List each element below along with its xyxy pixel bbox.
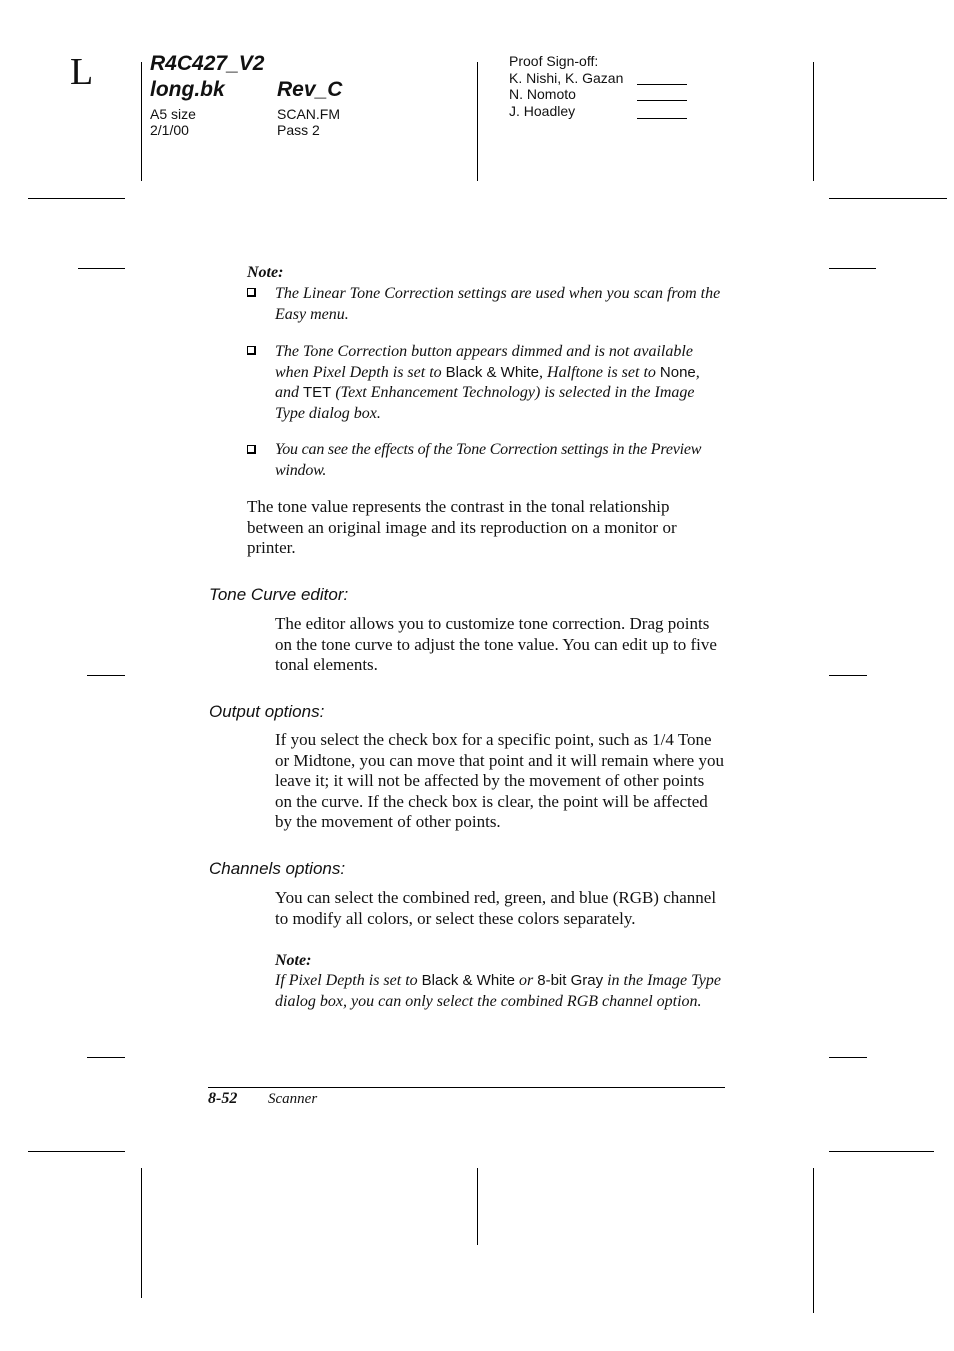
crop-mark-v-top-right bbox=[813, 62, 814, 181]
file-name: SCAN.FM bbox=[277, 106, 340, 122]
doc-date: 2/1/00 bbox=[150, 122, 189, 138]
crop-mark-h-bottom-left bbox=[28, 1151, 125, 1152]
crop-mark-v-top-left bbox=[141, 62, 142, 181]
crop-mark-v-bottom-right bbox=[813, 1168, 814, 1313]
book-name: long.bk bbox=[150, 78, 225, 101]
ui-term: Black & White bbox=[445, 363, 540, 381]
margin-mark-right-3 bbox=[829, 1057, 867, 1058]
margin-mark-right-1 bbox=[829, 268, 876, 269]
section-heading: Tone Curve editor: bbox=[209, 585, 349, 604]
checkbox-bullet-icon bbox=[247, 288, 256, 297]
margin-mark-left-2 bbox=[87, 675, 125, 676]
signoff-heading: Proof Sign-off: bbox=[509, 53, 599, 69]
paper-size: A5 size bbox=[150, 106, 196, 122]
signoff-name: N. Nomoto bbox=[509, 86, 576, 102]
note-label: Note: bbox=[247, 264, 284, 281]
checkbox-bullet-icon bbox=[247, 346, 256, 355]
signoff-blank bbox=[637, 118, 687, 119]
note-text: If Pixel Depth is set to Black & White or 8-bit Gray in the Image Type dialog box, you can only select the combined RGB channel option. bbox=[275, 972, 721, 1010]
margin-mark-left-3 bbox=[87, 1057, 125, 1058]
ui-term: 8-bit Gray bbox=[537, 972, 604, 989]
note-label: Note: bbox=[275, 952, 312, 969]
section-body: If you select the check box for a specific point, such as 1/4 Tone or Midtone, you can move that point and it will remain where you leave it; it will not be affected by the movement of other points on the curve. If the check box is clear, the point will be affected by the movement of other points. bbox=[275, 730, 724, 831]
crop-mark-h-bottom-right bbox=[829, 1151, 934, 1152]
crop-mark-h-top-left bbox=[28, 198, 125, 199]
margin-mark-right-2 bbox=[829, 675, 867, 676]
section-body: The editor allows you to customize tone correction. Drag points on the tone curve to adjust the tone value. You can edit up to five tonal elements. bbox=[275, 614, 717, 674]
crop-mark-v-bottom-left bbox=[141, 1168, 142, 1298]
checkbox-bullet-icon bbox=[247, 445, 256, 454]
footer-chapter-title: Scanner bbox=[268, 1091, 318, 1107]
ui-term: Black & White bbox=[421, 972, 516, 989]
signoff-blank bbox=[637, 100, 687, 101]
doc-code: R4C427_V2 bbox=[150, 52, 265, 75]
corner-letter: L bbox=[70, 51, 94, 93]
pass-number: Pass 2 bbox=[277, 122, 320, 138]
signoff-name: J. Hoadley bbox=[509, 103, 576, 119]
intro-paragraph: The tone value represents the contrast in the tonal relationship between an original image and its reproduction on a monitor or printer. bbox=[247, 497, 677, 557]
page-number: 8-52 bbox=[208, 1090, 238, 1107]
signoff-name: K. Nishi, K. Gazan bbox=[509, 70, 624, 86]
footer-rule bbox=[208, 1087, 725, 1088]
margin-mark-left-1 bbox=[78, 268, 125, 269]
crop-mark-v-top-mid bbox=[477, 62, 478, 181]
ui-term: TET bbox=[303, 384, 332, 401]
ui-term: None bbox=[659, 363, 696, 381]
note-item: The Tone Correction button appears dimmed and is not available when Pixel Depth is set to Black & White, Halftone is set to None, and TET (Text Enhancement Technology) is selected in the Image Type dialog box. bbox=[275, 343, 700, 422]
crop-mark-h-top-right bbox=[829, 198, 947, 199]
note-item: The Linear Tone Correction settings are used when you scan from the Easy menu. bbox=[275, 285, 721, 323]
section-body: You can select the combined red, green, and blue (RGB) channel to modify all colors, or select these colors separately. bbox=[275, 888, 717, 928]
section-heading: Channels options: bbox=[209, 859, 346, 878]
signoff-blank bbox=[637, 84, 687, 85]
note-item: You can see the effects of the Tone Correction settings in the Preview window. bbox=[275, 441, 702, 479]
section-heading: Output options: bbox=[209, 702, 325, 721]
crop-mark-v-bottom-mid bbox=[477, 1168, 478, 1245]
revision: Rev_C bbox=[277, 78, 343, 101]
